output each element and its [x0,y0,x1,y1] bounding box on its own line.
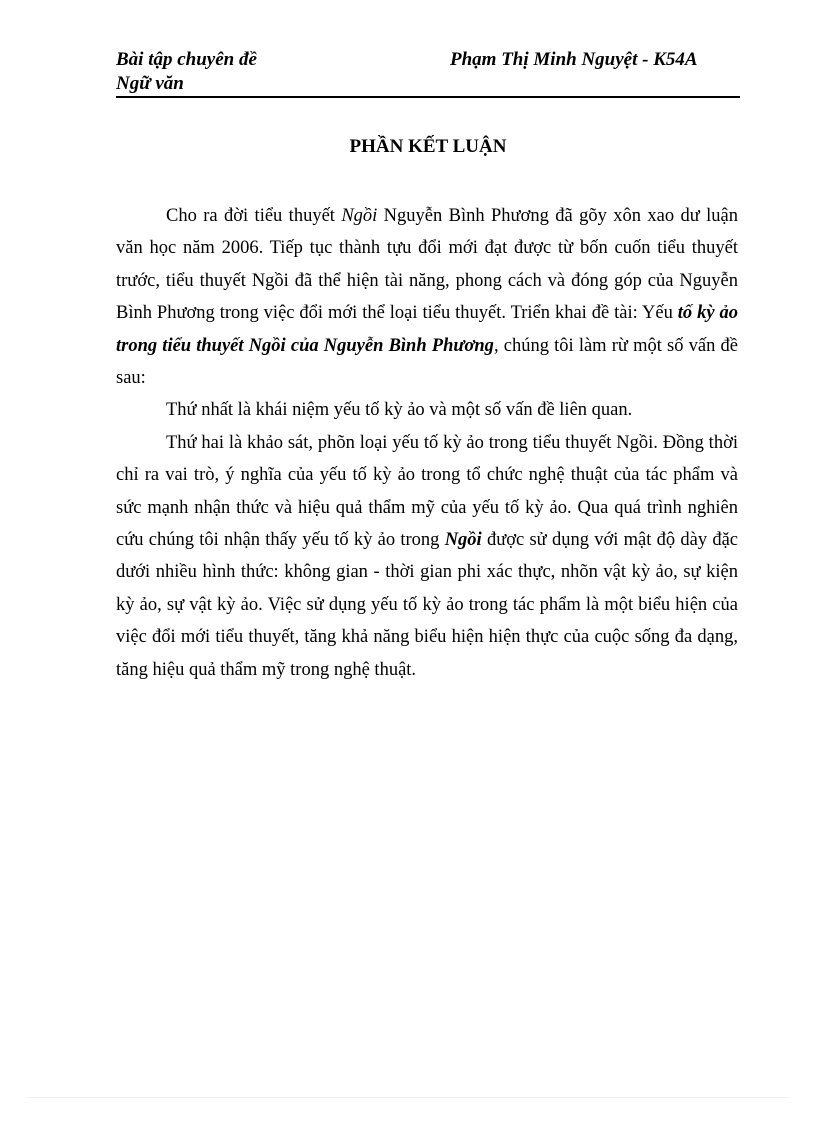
paragraph-1-text-e: , chúng tôi làm rừ một số vấn đề sau: [116,335,738,389]
header-course [116,48,257,96]
header-author: Phạm Thị Minh Nguyệt - K54A [450,49,698,70]
paragraph-1-text-c: Nguyễn Bình Phương đã gõy xôn xao dư luận văn học năm 2006. Tiếp tục thành tựu đổi mới đạt được từ bốn cuốn tiểu thuyết trước, tiểu thuyết Ngồi đã thể hiện tài năng, phong cách và đóng góp của Nguyễn Bình Phương trong việc đổi mới thể loại tiểu thuyết. Triển khai đề tài: Yếu [116,206,738,324]
header-course-line2: Ngữ văn [116,73,184,94]
paragraph-1 [116,200,738,394]
paragraph-1-novel-title: Ngồi [341,206,378,226]
paragraph-3 [116,427,738,686]
body-text [116,200,738,686]
paragraph-3-novel-title: Ngồi [444,530,482,551]
paragraph-1-text-a: Cho ra đời tiểu thuyết [166,206,342,226]
paragraph-3-text-c: được sử dụng với mật độ dày đặc dưới nhiều hình thức: không gian - thời gian phi xác thực, nhõn vật kỳ ảo, sự kiện kỳ ảo, sự vật kỳ ảo. Việc sử dụng yếu tố kỳ ảo trong tác phẩm là một biểu hiện của việc đổi mới tiểu thuyết, tăng khả năng biểu hiện hiện thực của cuộc sống đa dạng, tăng hiệu quả thẩm mỹ trong nghệ thuật. [116,530,739,680]
paragraph-2: Thứ nhất là khái niệm yếu tố kỳ ảo và một số vấn đề liên quan. [166,400,633,421]
page-title: PHẦN KẾT LUẬN [349,136,507,157]
page-header [116,48,740,98]
header-course-line1: Bài tập chuyên đề [116,49,257,70]
paragraph-1-topic: tố kỳ ảo trong tiểu thuyết Ngồi của Nguyễn Bình Phương [116,303,739,356]
footer-divider [28,1097,788,1098]
paragraph-3-text-a: Thứ hai là khảo sát, phõn loại yếu tố kỳ ảo trong tiểu thuyết Ngồi. Đồng thời chỉ ra vai trò, ý nghĩa của yếu tố kỳ ảo trong tổ chức nghệ thuật của tác phẩm và sức mạnh nhận thức và hiệu quả thẩm mỹ của yếu tố kỳ ảo. Qua quá trình nghiên cứu chúng tôi nhận thấy yếu tố kỳ ảo trong [116,432,738,551]
